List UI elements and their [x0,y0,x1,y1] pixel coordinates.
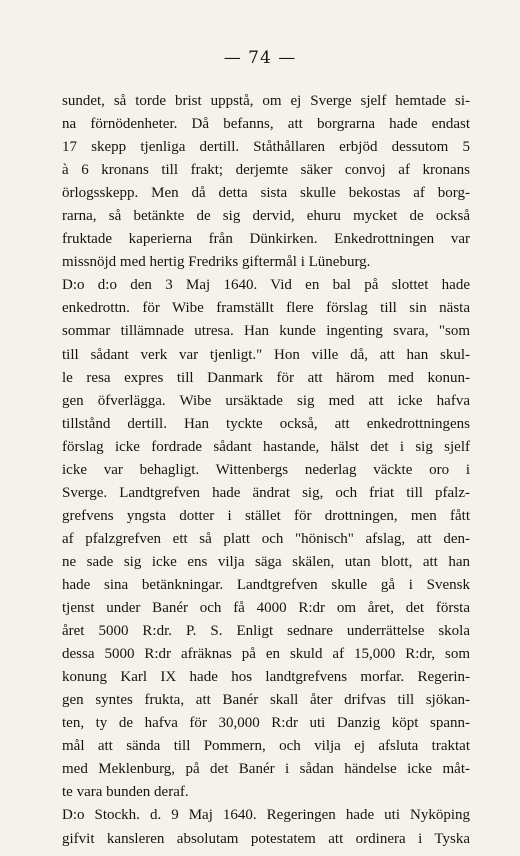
text-line: gen syntes frukta, att Banér skall åter drifvas till sjökan- [62,692,470,709]
text-line: enkedrottn. för Wibe framställt flere förslag till sin nästa [62,300,470,317]
text-line: na förnödenheter. Då befanns, att borgrarna hade endast [62,116,470,133]
text-line: örlogsskepp. Men då detta sista skulle bekostas af borg- [62,185,470,202]
text-line: le resa expres till Danmark för att härom med konun- [62,369,470,386]
body-text [62,90,470,851]
text-line: D:o Stockh. d. 9 Maj 1640. Regeringen hade uti Nyköping [62,807,470,824]
text-line: gen öfverlägga. Wibe ursäktade sig med att icke hafva [62,392,470,409]
text-line: hade sina betänkningar. Landtgrefven skulle gå i Svensk [62,576,470,593]
text-line: tjenst under Banér och få 4000 R:dr om året, det första [62,600,470,617]
text-line: Sverge. Landtgrefven hade ändrat sig, och friat till pfalz- [62,484,470,501]
text-line: sundet, så torde brist uppstå, om ej Sverge sjelf hemtade si- [62,93,470,109]
text-line: tillstånd dertill. Han tyckte också, att enkedrottningens [62,415,470,432]
text-line: mål att sända till Pommern, och vilja ej afsluta traktat [62,738,470,755]
text-line: D:o d:o den 3 Maj 1640. Vid en bal på slottet hade [62,277,470,294]
text-line: rarna, så betänkte de sig dervid, ehuru mycket de också [62,208,470,225]
text-line: gifvit kansleren absolutam potestatem att ordinera i Tyska [62,830,470,847]
page-number: — 74 — [223,48,297,68]
text-line: med Meklenburg, på det Banér i sådan händelse icke måt- [62,761,470,778]
text-line: konung Karl IX hade hos landtgrefvens morfar. Regerin- [62,669,470,686]
text-line: dessa 5000 R:dr afräknas på en skuld af 15,000 R:dr, som [62,646,470,663]
text-line: till sådant verk var tjenligt." Hon ville då, att han skul- [62,346,470,363]
text-line: te vara bunden deraf. [62,784,189,801]
text-line: ten, ty de hafva för 30,000 R:dr uti Danzig köpt spann- [62,715,470,732]
text-line: fruktade kaperierna från Dünkirken. Enkedrottningen var [62,231,470,248]
text-line: grefvens yngsta dotter i stället för drottningen, men fått [62,507,470,524]
text-line: à 6 kronans till frakt; derjemte säker convoj af kronans [62,162,470,179]
text-line: missnöjd med hertig Fredriks giftermål i Lüneburg. [62,254,371,271]
text-line: ne sade sig icke ens vilja säga skälen, utan blott, att han [62,553,470,570]
text-line: sommar tillämnade utresa. Han kunde ingenting svara, "som [62,323,470,340]
text-line: förslag icke fordrade sådant hastande, hälst det i sig sjelf [62,438,470,455]
text-line: året 5000 R:dr. P. S. Enligt sednare underrättelse skola [62,623,470,640]
text-line: icke var behagligt. Wittenbergs nederlag väckte oro i [62,461,470,478]
text-line: af pfalzgrefven ett så platt och "hönisch" afslag, att den- [62,530,470,547]
text-line: 17 skepp tjenliga dertill. Ståthållaren erbjöd dessutom 5 [62,139,470,156]
